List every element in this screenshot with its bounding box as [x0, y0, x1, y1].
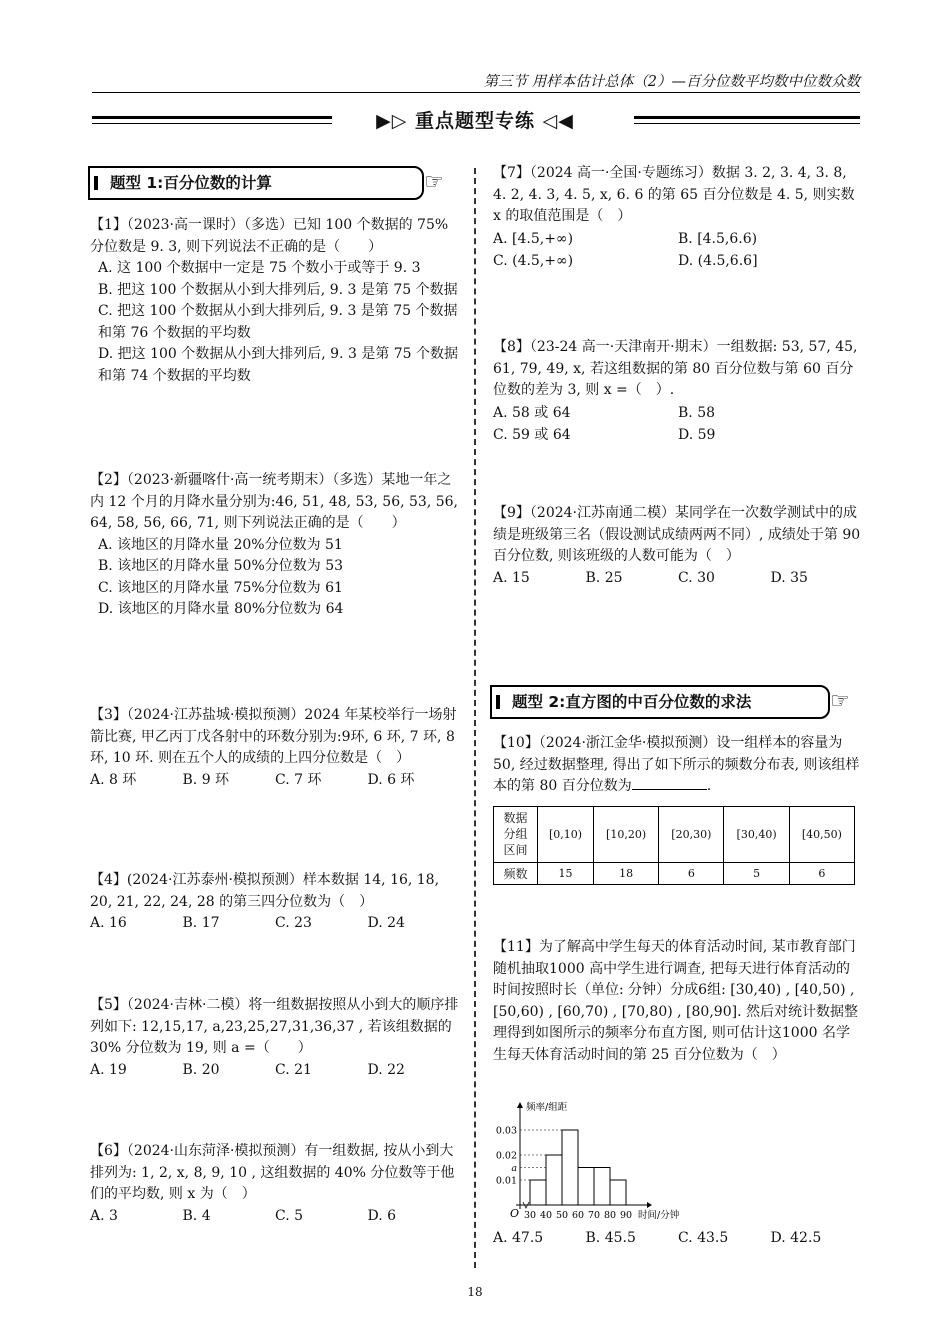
- section-1-text: 题型 1:百分位数的计算: [110, 174, 272, 192]
- q7-option-d: D. (4.5,6.6]: [678, 252, 758, 269]
- q9-option-d: D. 35: [770, 569, 808, 586]
- question-3: [90, 705, 460, 791]
- question-5: [90, 995, 460, 1081]
- y-axis-arrow: [517, 1102, 523, 1108]
- q11-option-a: A. 47.5: [493, 1230, 544, 1246]
- table-header-count: 频数: [494, 862, 538, 884]
- x-axis-arrow: [647, 1202, 652, 1208]
- q6-option-c: C. 5: [275, 1207, 304, 1224]
- q9-option-b: B. 25: [585, 569, 623, 586]
- x-tick-label: 30: [523, 1210, 537, 1221]
- y-tick-label: 0.02: [495, 1150, 517, 1162]
- column-divider: [474, 168, 476, 1268]
- q8-option-c: C. 59 或 64: [493, 426, 571, 443]
- title-bar-right-rule: [634, 116, 860, 124]
- q11-option-c: C. 43.5: [678, 1230, 729, 1246]
- q5-option-d: D. 22: [367, 1061, 405, 1078]
- question-7: [493, 163, 863, 272]
- pointing-hand-icon-2: ☞: [830, 689, 850, 714]
- question-8: [493, 337, 863, 446]
- table-interval-1: [0,10): [538, 806, 594, 862]
- table-count-5: 6: [789, 862, 854, 884]
- q6-option-a: A. 3: [90, 1207, 118, 1224]
- q11-options: [493, 1228, 863, 1250]
- section-2-label: [490, 685, 830, 719]
- table-interval-3: [20,30): [659, 806, 724, 862]
- q10-answer-blank: [632, 789, 707, 790]
- q4-stem: 【4】(2024·江苏泰州·模拟预测）样本数据 14, 16, 18, 20, 21, 22, 24, 28 的第三四分位数为（ ）: [90, 872, 440, 910]
- q2-option-b: B. 该地区的月降水量 50%分位数为 53: [98, 558, 344, 574]
- frequency-histogram: [490, 1100, 700, 1228]
- histogram-bar: [594, 1168, 610, 1206]
- x-axis-label: 时间/分钟: [638, 1210, 680, 1221]
- section-1-label: [88, 166, 424, 200]
- header-rule: [92, 92, 860, 93]
- q6-option-d: D. 6: [367, 1207, 397, 1224]
- q3-option-b: B. 9 环: [182, 771, 230, 788]
- y-axis-label: 频率/组距: [526, 1102, 568, 1113]
- frequency-table: [493, 806, 855, 885]
- q3-option-c: C. 7 环: [275, 771, 322, 788]
- q9-stem: 【9】（2024·江苏南通二模）某同学在一次数学测试中的成绩是班级第三名（假设测试成绩两两不同）, 成绩处于第 90 百分位数, 则该班级的人数可能为（ ）: [493, 505, 861, 564]
- section-header: 第三节 用样本估计总体（2）—百分位数平均数中位数众数: [483, 74, 860, 90]
- table-interval-4: [30,40): [724, 806, 789, 862]
- q9-option-c: C. 30: [678, 569, 715, 586]
- q8-stem: 【8】（23-24 高一·天津南开·期末）一组数据: 53, 57, 45, 61, 79, 49, x, 若这组数据的第 80 百分位数与第 60 百分位数的差为 3, 则 x =（ ）.: [493, 339, 858, 398]
- x-tick-label: 70: [587, 1210, 601, 1221]
- pointing-hand-icon: ☞: [424, 170, 444, 195]
- q6-stem: 【6】（2024·山东菏泽·模拟预测）有一组数据, 按从小到大排列为: 1, 2, x, 8, 9, 10 , 这组数据的 40% 分位数等于他们的平均数, 则 x 为（ ）: [90, 1143, 455, 1202]
- q4-option-b: B. 17: [182, 915, 220, 931]
- page-number: 18: [467, 1285, 483, 1299]
- q8-option-a: A. 58 或 64: [493, 404, 571, 421]
- q7-option-b: B. [4.5,6.6): [678, 230, 758, 247]
- histogram-bar: [562, 1130, 578, 1205]
- histogram-bar: [546, 1155, 562, 1205]
- question-10: 【10】（2024·浙江金华·模拟预测）设一组样本的容量为 50, 经过数据整理, 得出了如下所示的频数分布表, 则该组样本的第 80 百分位数为 . 数据分组区间 [0,10) [10,20) [20,30) [30,40) [40,50) 频数 15 18 6 5 6: [493, 733, 863, 885]
- table-interval-2: [10,20): [593, 806, 658, 862]
- q2-stem: 【2】（2023·新疆喀什·高一统考期末）（多选）某地一年之内 12 个月的月降水量分别为:46, 51, 48, 53, 56, 53, 56, 64, 58, 56, 66, 71, 则下列说法正确的是（ ）: [90, 472, 458, 531]
- q3-option-d: D. 6 环: [367, 771, 415, 788]
- q2-option-c: C. 该地区的月降水量 75%分位数为 61: [98, 579, 343, 596]
- q11-option-d: D. 42.5: [770, 1230, 822, 1246]
- y-tick-label: 0.01: [495, 1175, 517, 1187]
- q7-option-a: A. [4.5,+∞): [493, 230, 574, 247]
- x-tick-label: 40: [539, 1210, 553, 1221]
- y-tick-label: 0.03: [495, 1125, 517, 1137]
- q8-option-d: D. 59: [678, 426, 716, 443]
- q4-option-d: D. 24: [367, 915, 405, 931]
- q1-option-b: B. 把这 100 个数据从小到大排列后, 9. 3 是第 75 个数据: [98, 281, 458, 298]
- histogram-bar: [610, 1180, 626, 1205]
- section-2-text: 题型 2:直方图的中百分位数的求法: [512, 693, 752, 711]
- q2-option-d: D. 该地区的月降水量 80%分位数为 64: [98, 601, 344, 617]
- x-tick-label: 80: [603, 1210, 617, 1221]
- x-tick-label: 90: [619, 1210, 633, 1221]
- table-count-4: 5: [724, 862, 789, 884]
- histogram-bar: [530, 1180, 546, 1205]
- table-count-2: 18: [593, 862, 658, 884]
- q7-option-c: C. (4.5,+∞): [493, 252, 574, 269]
- q1-option-a: A. 这 100 个数据中一定是 75 个数小于或等于 9. 3: [98, 260, 421, 276]
- origin-label: O: [510, 1207, 520, 1220]
- question-2: [90, 470, 460, 621]
- table-count-3: 6: [659, 862, 724, 884]
- table-header-interval: 数据分组区间: [494, 806, 538, 862]
- question-11: [493, 937, 863, 1066]
- question-9: [493, 503, 863, 589]
- table-count-1: 15: [538, 862, 594, 884]
- q9-option-a: A. 15: [493, 569, 530, 586]
- q4-option-c: C. 23: [275, 915, 312, 931]
- q6-option-b: B. 4: [182, 1207, 211, 1224]
- x-tick-label: 50: [555, 1210, 569, 1221]
- q3-stem: 【3】（2024·江苏盐城·模拟预测）2024 年某校举行一场射箭比赛, 甲乙丙丁戊各射中的环数分别为:9环, 6 环, 7 环, 8 环, 10 环. 则在五个人的成绩的上四分位数是（ ）: [90, 707, 457, 766]
- q7-stem: 【7】（2024 高一·全国·专题练习）数据 3. 2, 3. 4, 3. 8, 4. 2, 4. 3, 4. 5, x, 6. 6 的第 65 百分位数是 4. 5, 则实数 x 的取值范围是（ ）: [493, 165, 855, 224]
- q10-stem: 【10】（2024·浙江金华·模拟预测）设一组样本的容量为 50, 经过数据整理, 得出了如下所示的频数分布表, 则该组样本的第 80 百分位数为: [493, 735, 860, 794]
- question-1: [90, 215, 460, 387]
- q5-option-a: A. 19: [90, 1061, 127, 1078]
- q5-option-b: B. 20: [182, 1061, 220, 1078]
- q11-stem: 【11】为了解高中学生每天的体育活动时间, 某市教育部门随机抽取1000 高中学生进行调查, 把每天进行体育活动的时间按照时长（单位: 分钟）分成6组: [30,40) , [40,50) , [50,60) , [60,70) , [70,80) , [80,90]. 然后对统计数据整理得到如图所示的频率分布直方图, 则可估计这1000 名学生每天体育活动时间的第 25 百分位数为（ ）: [493, 939, 858, 1063]
- question-6: [90, 1141, 460, 1227]
- practice-title: ▶▷ 重点题型专练 ◁◀: [376, 110, 574, 132]
- q5-stem: 【5】（2024·吉林·二模）将一组数据按照从小到大的顺序排列如下: 12,15,17, a,23,25,27,31,36,37 , 若该组数据的 30% 分位数为 19, 则 a =（ ）: [90, 997, 459, 1056]
- q1-stem: 【1】（2023·高一课时）（多选）已知 100 个数据的 75%分位数是 9. 3, 则下列说法不正确的是（ ）: [90, 217, 449, 255]
- q11-option-b: B. 45.5: [585, 1230, 636, 1246]
- q1-option-c: C. 把这 100 个数据从小到大排列后, 9. 3 是第 75 个数据和第 76 个数据的平均数: [98, 303, 458, 341]
- question-4: [90, 870, 460, 935]
- q3-option-a: A. 8 环: [90, 771, 137, 788]
- x-tick-label: 60: [571, 1210, 585, 1221]
- q5-option-c: C. 21: [275, 1061, 312, 1078]
- q1-option-d: D. 把这 100 个数据从小到大排列后, 9. 3 是第 75 个数据和第 74 个数据的平均数: [98, 346, 459, 384]
- histogram-bar: [578, 1168, 594, 1206]
- q8-option-b: B. 58: [678, 404, 716, 421]
- y-tick-label: a: [511, 1163, 517, 1174]
- q2-option-a: A. 该地区的月降水量 20%分位数为 51: [98, 536, 343, 553]
- table-interval-5: [40,50): [789, 806, 854, 862]
- q4-option-a: A. 16: [90, 915, 127, 931]
